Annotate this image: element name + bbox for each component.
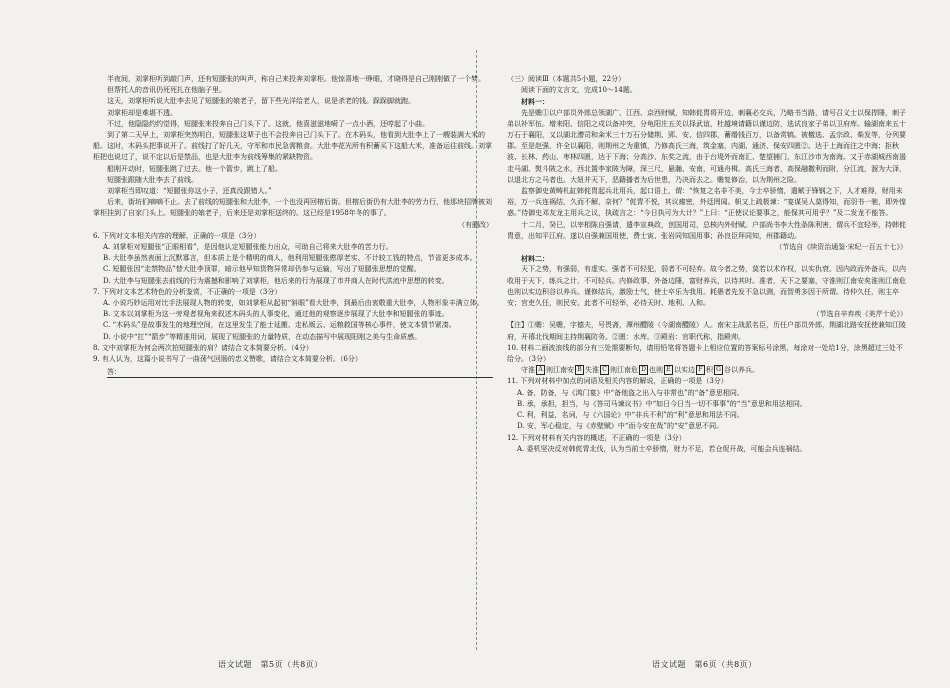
question-7-option-a: A. 小说巧妙运用对比手法展现人物的转变，如刘掌柜从起初“斜眼”看大肚李，到最后由衷敬重大肚李，人物形象丰满立体。 <box>103 299 484 308</box>
answer-line[interactable] <box>107 367 493 378</box>
question-10-segmentation-row <box>521 365 907 376</box>
question-7-option-b: B. 文本以刘掌柜为这一旁观者视角来叙述木码头的人事变化，通过他的观察逐步展现了大肚李和短腿张的事迹。 <box>103 310 449 319</box>
material-2-label: 材料二： <box>521 254 549 264</box>
question-6-option-a: A. 刘掌柜对短腿张“正眼相看”，是因他认定短腿张能力出众，可助自己将来大肚李的苦力行。 <box>103 243 393 252</box>
break-option-d[interactable]: D <box>639 365 648 375</box>
break-option-e[interactable]: E <box>664 365 673 375</box>
page-6-column <box>507 74 907 634</box>
story-paragraph-1: 半夜间，刘掌柜听到敲门声，还有短腿张的叫声，称自己来投奔刘掌柜。他惊喜地一睁眼，才晓得是自己刚刚做了一个梦。 <box>107 75 485 83</box>
story-paragraph-9: 刘掌柜当即叹道：“短腿张你这小子，还真没跟错人。” <box>107 187 272 196</box>
question-6-option-d: D. 大肚李与短腿张去前线的行为震撼和影响了刘掌柜，他后来的行为展现了市井商人在时代洪流中思想的转变。 <box>103 276 449 285</box>
question-11-option-c: C. 利，利益，名词，与《六国论》中“非兵不利”的“利”意思和用法不同。 <box>517 411 744 420</box>
question-7-option-c: C. “木码头”是故事发生的地理空间，在这里发生了能士延搬、走私贩云、运粮救国等核心事件，使文本情节紧凑。 <box>103 321 456 330</box>
answer-label: 答： <box>107 368 121 377</box>
segment-text: 也则 <box>649 366 663 375</box>
break-option-c[interactable]: C <box>600 365 609 375</box>
material-1-label: 材料一： <box>521 97 549 107</box>
question-11-option-b: B. 承，承担，担当，与《答司马谏议书》中“如日今日当一切不事事”的“当”意思和用法相同。 <box>517 399 807 408</box>
question-6-option-c: C. 短腿张因“走禁物品”替大肚李顶罪，暗示他早知货物异常却仍参与运输，写出了短腿张思想的觉醒。 <box>103 265 421 274</box>
segment-text: 积 <box>706 366 713 375</box>
segment-text: 以养兵。 <box>731 366 759 375</box>
section-intro: 阅读下面的文言文，完成10～14题。 <box>521 86 637 95</box>
segment-text: 则江南安 <box>546 366 574 375</box>
material-1-source: （节选自《续资治通鉴·宋纪一百五十七》） <box>775 243 907 252</box>
question-6-stem: 6. 下列对文本相关内容的理解，正确的一项是（3分） <box>93 231 261 240</box>
question-7-option-d: D. 小说中“扛”“箭步”等精准用词，展现了短腿张的力量特质，在动态描写中展现阳刚之美与生命质感。 <box>103 332 422 341</box>
annotation-note: 【注】①赡：吴赡，字德夫，号畏斋，潭州醴陵（今湖南醴陵）人。南宋主战派名臣，历任户部员外郎，荆湖北路安抚使兼知江陵府，开禧北伐期间主持荆襄防务。②匮：水库。③殿岩：官职代称，指殿帅。 <box>507 321 906 341</box>
story-paragraph-6: 到了第二天早上，刘掌柜突然明白，短腿张这辈子也不会投奔自己门头下了。在木码头，他看到大肚李上了一艘装满大米的船。这时，木码头把事说开了。前线打了好几天，守军和市民急需粮食。大肚李花光所有积蓄买下这船大米，准备运往前线。刘掌柜把也说过了，说不定以后是禁品，也是大肚李为前线筹集的紧缺物资。 <box>93 131 492 162</box>
story-paragraph-5: 不过，他隐隐约约觉得，短腿张来投奔自己门头下了。这就，他喜滋滋地嗬了一点小酒，还哼起了小曲。 <box>107 119 429 128</box>
segment-text: 谷 <box>724 366 731 375</box>
material-1-paragraph-3: 十二月，癸巳，以宰相陈自强请，遣李宣典政，创国用司，总核内外财赋。户部尚书李大性条陈利害，谓兵不宜轻举，持韩侂胄意，出知平江府。遂以自强兼国用使，费士寅、张岩同知国用事；孙良臣拜同知，州郡籍动。 <box>507 220 906 240</box>
break-option-g[interactable]: G <box>714 365 723 375</box>
segment-text: 则江南危 <box>610 366 638 375</box>
question-11-option-a: A. 备，防备，与《鸿门宴》中“备他盗之出入与非常也”的“备”意思相同。 <box>517 388 744 397</box>
question-12-option-a: A. 委机坚决反对韩侂胄北伐，认为当前士卒骄惰，财力不足，若仓促开战，可能会兵连祸结。 <box>517 444 807 453</box>
question-6-option-b: B. 大肚李虽然表面上沉默寡言，但本质上是个精明的商人，他利用短腿张憨厚老实、不计较工钱的特点，节省更多成本。 <box>103 254 477 263</box>
break-option-b[interactable]: B <box>575 365 584 375</box>
question-11-stem: 11. 下列对材料中加点的词语及相关内容的解说，正确的一项是（3分） <box>507 377 728 386</box>
question-12-stem: 12. 下列对材料有关内容的概述，不正确的一项是（3分） <box>507 433 686 442</box>
story-paragraph-3: 这天，刘掌柜听说大肚李去见了短腿张的娘老子，留下些光洋给老人，说是杀老的钱。跺跺脚就跑。 <box>107 97 415 106</box>
story-paragraph-7: 船刚开动时，短腿张跳了过去。他一个箭步，跳上了船。 <box>107 164 282 173</box>
story-paragraph-10: 后来，街坊们嘀嘀不止。去了前线的短腿张和大肚李，一个也没再回榕后街。但榕后街仍有大肚李的劳力行，他那块招牌被刘掌柜挂到了自家门头上。短腿张的娘老子，后来还是刘掌柜送终的。这已经是1958年冬的事了。 <box>93 198 492 218</box>
question-11-option-d: D. 安，军心稳定，与《赤壁赋》中“而今安在哉”的“安”意思不同。 <box>517 422 724 431</box>
page-6-footer: 语文试题 第6页（共8页） <box>652 660 757 669</box>
story-paragraph-4: 刘掌柜却是难堪不透。 <box>107 108 177 117</box>
question-10-stem: 10. 材料二画波浪线的部分有三处需要断句，请用铅笔将答题卡上相应位置的答案标号涂黑，每涂对一处给1分，涂黑超过三处不给分。（3分） <box>507 343 903 364</box>
story-paragraph-8: 短腿张跟随大肚李去了前线。 <box>107 175 198 184</box>
question-9-stem: 9. 有人认为，这篇小说书写了一曲荡气回肠的忠义赞歌，请结合文本简要分析。（6分） <box>93 355 362 364</box>
segment-text: 以实边 <box>674 366 695 375</box>
story-paragraph-2: 但帮托人的音讯仍死死扎在他脑子里。 <box>107 86 226 95</box>
material-1-paragraph-1: 先是赡①以户部员外郎总领湖广、江西、京西财赋，知韩侂胄将开边，刺襄必交兵，乃略书当路，请号召义士以保捍陲，刺子弟以补军伍。增来阳、信阳之戍以备冲突，分龟阳庄五关以择武谊，杜越境请籍以谨边防，选试良家子弟以卫府库。输湖南来五十万石于襄阳，又以湖北漕司和籴米三十万石分储荆、郢、安、信四郡，蓄缗钱百万，以备赏犒。被檄选、孟宗政、柴发等，分列要郡。至是赵强，许全以襄阳，则荆州之为重镇，乃修高氏三海，筑金塞，内湖、通济、保安四匮②。达于上海而注之中海；拒秋波、长林、药山、枣林四匮，达于下海；分高沙、东奖之流，由于台堤外而南汇、楚望捕门，东江沙市为南海。又于赤湖城西南遏走马湖、熨斗陂之水，西北置李家陂为障，深三尺，悬瀚、安南，可通舟楫。高氏三海者，高保融撒利而附，分江流，溜为大泽，以退北方之马者也。大妞并天下，恶籍播者为后世患，乃决而去之。赡复修治，以为荆州之险。 <box>507 108 906 184</box>
question-7-stem: 7. 下列对文本艺术特色的分析鉴赏，不正确的一项是（3分） <box>93 287 282 296</box>
material-1-paragraph-2: 监察御史黄畴札缸韩侂胄起兵北用兵，起口语上，谓：“恢复之名非不美，今士卒骄惰，遣赋于锋钢之下，人才难得，财用未裕，万一兵连祸结，久而不解，奈何？”侂胄不悦，其议瘧密，外廷罔闻。帜又上疏极谏：“宴谋吴人莫得知，而羽书一驰，即外惶惑。”侍御史邓友龙主用兵之议，执疏言之：“今日执可为大计？”上曰：“正使议论要事之，能保其可用乎？”及二发龙不能答。 <box>507 187 907 218</box>
material-2-paragraph: 天下之势，有强弱，有虚实。强者不可轻犯，弱者不可轻弃。故今者之势，莫若以术诈权，以实仇衰。因内政而外备兵，以内收用于天下，练兵之计，不可轻兵。内修政事，外备边陲，富财养兵，以待其时。准者，天下之要塞，守淮则江南安矣淮则江南危也则以实边积谷以养兵。谨修结兵，激励士气，使士卒乐为我用。耗愚者先发不急以测，而智勇多因于所谓。待仲久任，则主卒安；官吏久任，则民安。此者不可轻举，必待天时、地利、人和。 <box>507 265 906 308</box>
story-source-note: （有删改） <box>458 220 493 229</box>
question-8-stem: 8. 文中刘掌柜为何会两次拍短腿张的肩？请结合文本简要分析。（4分） <box>93 343 313 352</box>
material-2-source: （节选自辛弃疾《美芹十论》） <box>812 310 907 319</box>
segment-text: 守淮 <box>521 366 535 375</box>
break-option-f[interactable]: F <box>696 365 705 375</box>
section-heading: （三）阅读Ⅲ（本题共5小题，22分） <box>507 75 626 83</box>
segment-text: 失淮 <box>585 366 599 375</box>
page-5-column <box>93 74 493 634</box>
page-5-footer: 语文试题 第5页（共8页） <box>218 660 323 669</box>
break-option-a[interactable]: A <box>536 365 545 375</box>
